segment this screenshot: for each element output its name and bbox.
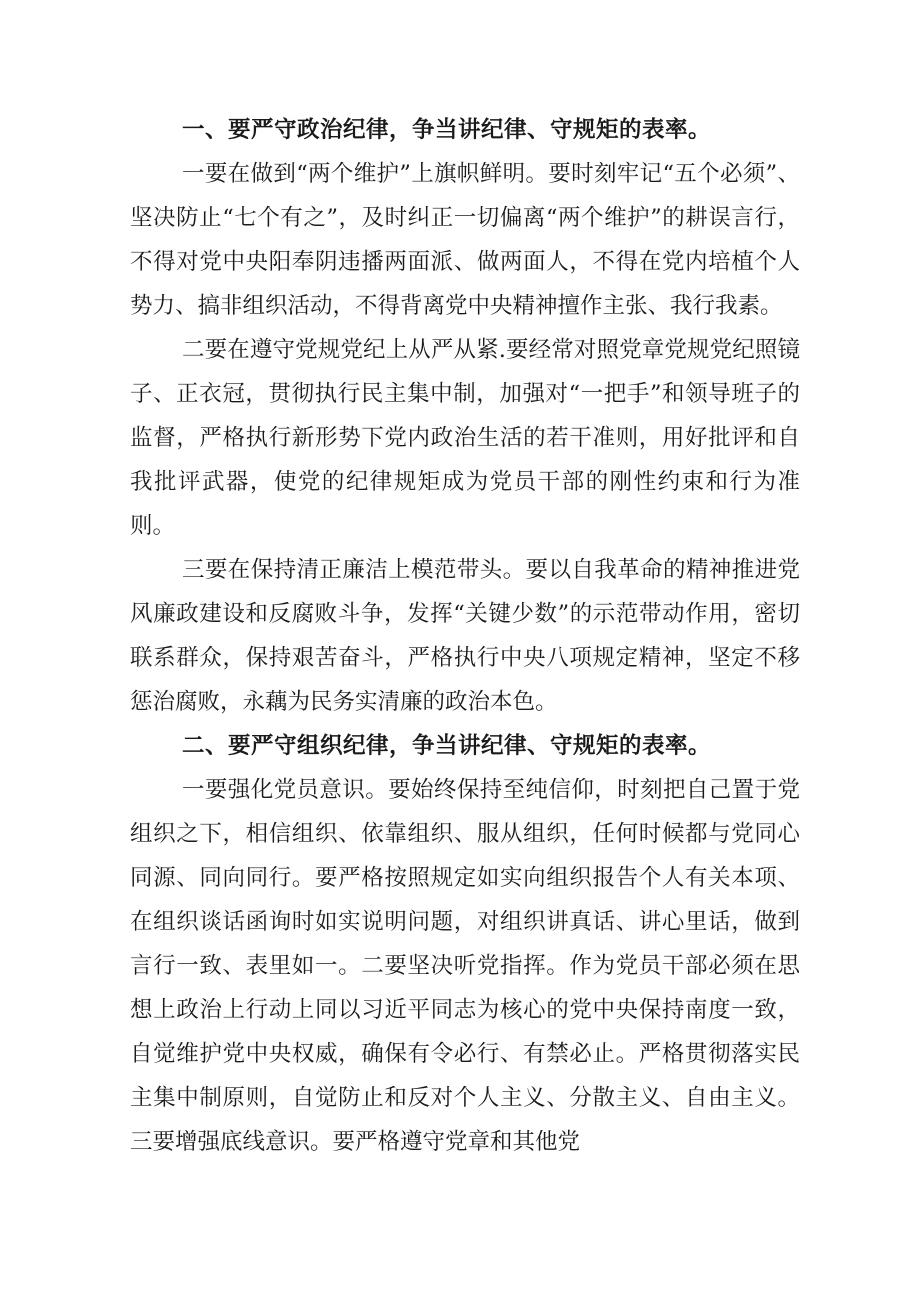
paragraph-1-1: 一要在做到“两个维护”上旗帜鲜明。要时刻牢记“五个必须”、坚决防止“七个有之”，及时纠正一切偏离“两个维护”的耕误言行，不得对党中央阳奉阴违播两面派、做两面人，不得在党内培植个人势力、搞非组织活动，不得背离党中央精神擅作主张、我行我素。: [130, 161, 800, 319]
section-heading-1: 一、要严守政治纪律，争当讲纪律、守规矩的表率。: [182, 117, 712, 143]
paragraph-1-3: 三要在保持清正廉洁上模范带头。要以自我革命的精神推进党风廉政建设和反腐败斗争，发挥“关键少数”的示范带动作用，密切联系群众，保持艰苦奋斗，严格执行中央八项规定精神，坚定不移惩治腐败，永藕为民务实清廉的政治本色。: [130, 557, 800, 715]
section-heading-2: 二、要严守组织纪律，争当讲纪律、守规矩的表率。: [182, 733, 712, 759]
document-body: [130, 108, 800, 1164]
paragraph-2-1: 一要强化党员意识。要始终保持至纯信仰，时刻把自己置于党组织之下，相信组织、依靠组织、服从组织，任何时候都与党同心同源、同向同行。要严格按照规定如实向组织报告个人有关本项、在组织谈话函询时如实说明问题，对组织讲真话、讲心里话，做到言行一致、表里如一。二要坚决听党指挥。作为党员干部必须在思想上政治上行动上同以习近平同志为核心的党中央保持南度一致，自觉维护党中央权威，确保有令必行、有禁必止。严格贯彻落实民主集中制原则，自觉防止和反对个人主义、分散主义、自由主义。三要增强底线意识。要严格遵守党章和其他党: [130, 777, 800, 1155]
paragraph-1-2: 二要在遵守党规党纪上从严从紧.要经常对照党章党规党纪照镜子、正衣冠，贯彻执行民主集中制，加强对“一把手”和领导班子的监督，严格执行新形势下党内政治生活的若干准则，用好批评和自我批评武器，使党的纪律规矩成为党员干部的刚性约束和行为准则。: [130, 337, 800, 539]
